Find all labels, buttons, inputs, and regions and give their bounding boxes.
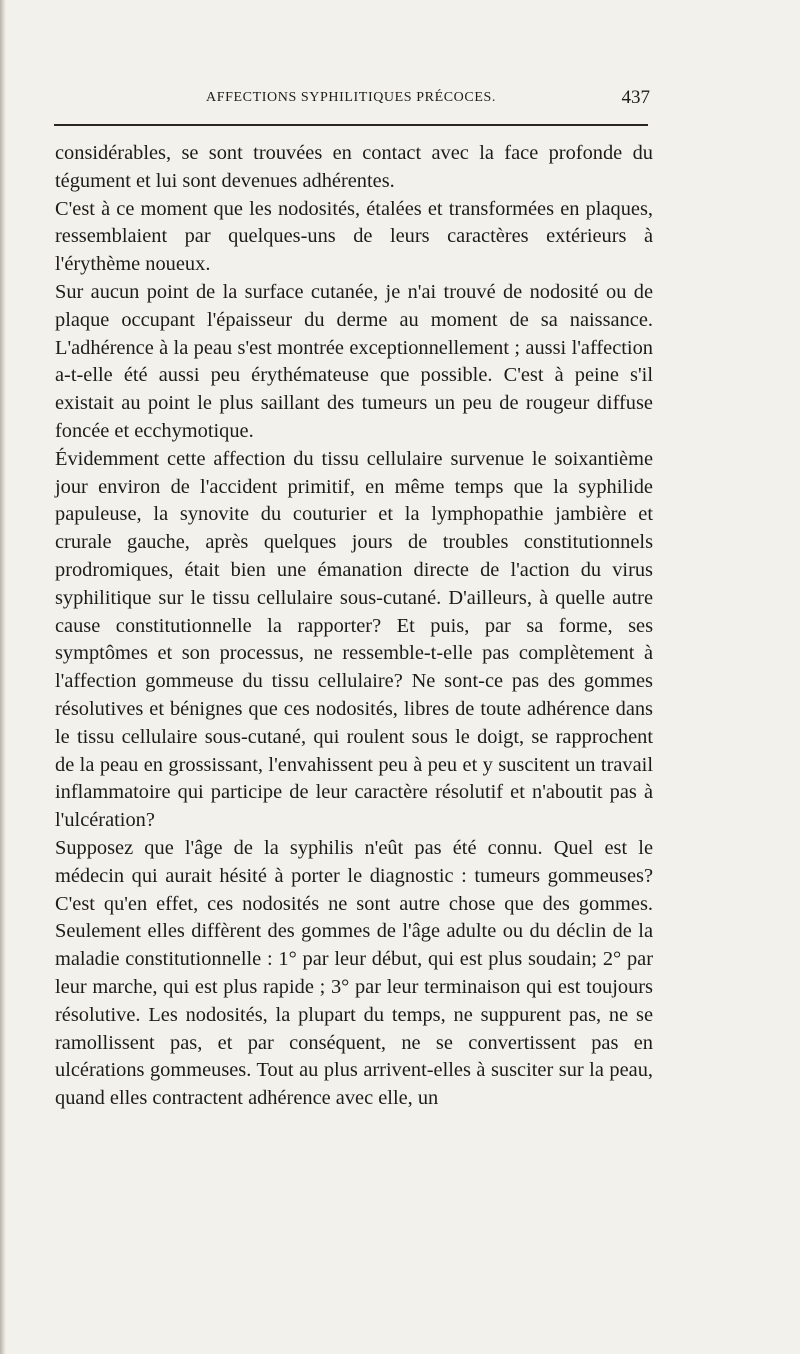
paragraph: considérables, se sont trouvées en contact avec la face profonde du tégument et lui sont devenues adhérentes. — [55, 142, 653, 192]
paragraph: C'est à ce moment que les nodosités, étalées et transformées en plaques, ressemblaient par quelques-uns de leurs caractères extérieurs à l'érythème noueux. — [55, 197, 653, 276]
paragraph: Supposez que l'âge de la syphilis n'eût pas été connu. Quel est le médecin qui aurait hésité à porter le diagnostic : tumeurs gommeuses? C'est qu'en effet, ces nodosités ne sont autre chose que des gommes. Seulement elles diffèrent des gommes de l'âge adulte ou du déclin de la maladie constitutionnelle : 1° par leur début, qui est plus soudain; 2° par leur marche, qui est plus rapide ; 3° par leur terminaison qui est toujours résolutive. Les nodosités, la plupart du temps, ne suppurent pas, ne se ramollissent pas, et par conséquent, ne se convertissent pas en ulcérations gommeuses. Tout au plus arrivent-elles à susciter sur la peau, quand elles contractent adhérence avec elle, un — [55, 836, 653, 1110]
running-head: AFFECTIONS SYPHILITIQUES PRÉCOCES. — [206, 90, 496, 105]
page-number: 437 — [621, 87, 650, 108]
paragraph: Sur aucun point de la surface cutanée, je n'ai trouvé de nodosité ou de plaque occupant l'épaisseur du derme au moment de sa naissance. L'adhérence à la peau s'est montrée exceptionnellement ; aussi l'affection a-t-elle été aussi peu érythémateuse que possible. C'est à peine s'il existait au point le plus saillant des tumeurs un peu de rougeur diffuse foncée et ecchymotique. — [55, 280, 653, 442]
paragraph: Évidemment cette affection du tissu cellulaire survenue le soixantième jour environ de l'accident primitif, en même temps que la syphilide papuleuse, la synovite du couturier et la lymphopathie jambière et crurale gauche, après quelques jours de troubles constitutionnels prodromiques, était bien une émanation directe de l'action du virus syphilitique sur le tissu cellulaire sous-cutané. D'ailleurs, à quelle autre cause constitutionnelle la rapporter? Et puis, par sa forme, ses symptômes et son processus, ne ressemble-t-elle pas complètement à l'affection gommeuse du tissu cellulaire? Ne sont-ce pas des gommes résolutives et bénignes que ces nodosités, libres de toute adhérence dans le tissu cellulaire sous-cutané, qui roulent sous le doigt, se rapprochent de la peau en grossissant, l'envahissent peu à peu et y suscitent un travail inflammatoire qui participe de leur caractère résolutif et n'aboutit pas à l'ulcération? — [55, 447, 653, 832]
header-rule — [54, 124, 648, 126]
page-header — [52, 87, 650, 112]
page-body — [55, 140, 653, 1113]
page-left-edge — [0, 0, 6, 1354]
